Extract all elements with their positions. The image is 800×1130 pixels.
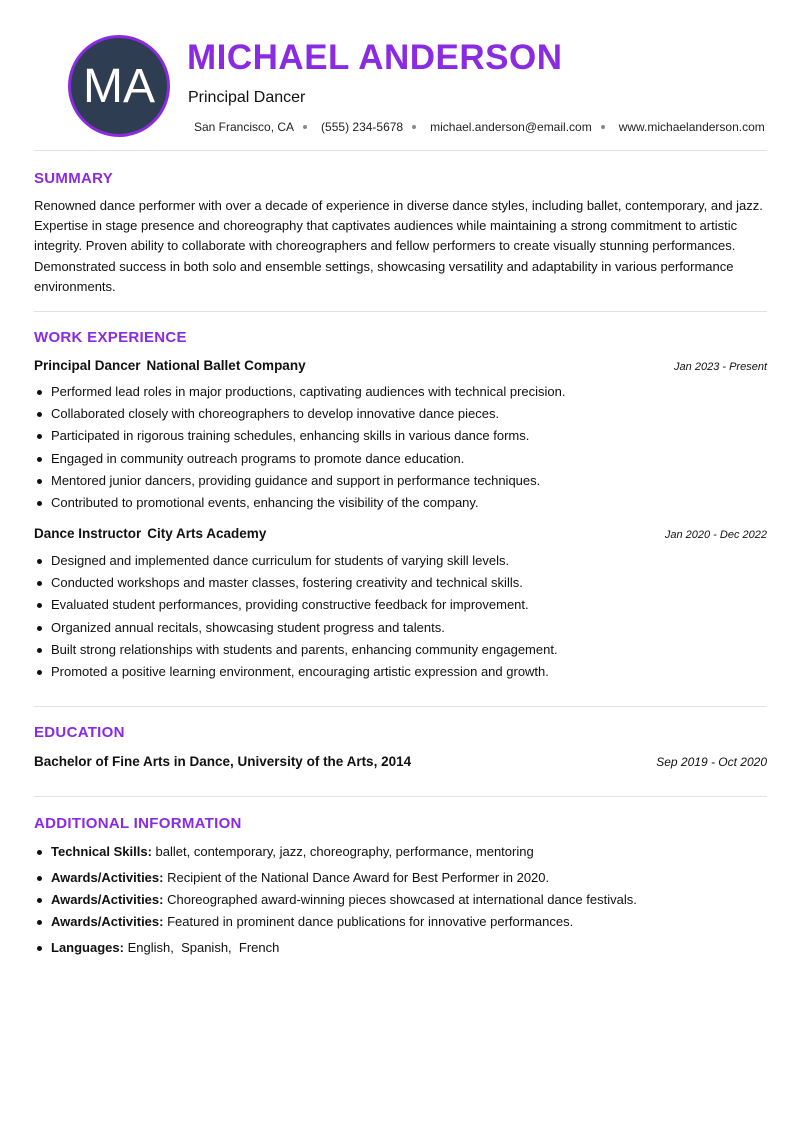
experience-heading: WORK EXPERIENCE bbox=[34, 329, 187, 346]
contact-phone: (555) 234-5678 bbox=[321, 120, 404, 134]
summary-text: Renowned dance performer with over a decade of experience in diverse dance styles, including ballet, contemporary, and jazz. Expertise in stage presence and choreography that captivates audiences while maintaining a strong commitment to artistic integrity. Proven ability to collaborate with choreographers and fellow performers to create visually stunning performances. Demonstrated success in both solo and ensemble settings, showcasing versatility and adaptability in various performance environments. bbox=[34, 198, 763, 294]
section-divider bbox=[34, 706, 767, 707]
list-item: Designed and implemented dance curriculum for students of varying skill levels. bbox=[34, 552, 767, 574]
list-item bbox=[34, 913, 767, 939]
item-value: Recipient of the National Dance Award for Best Performer in 2020. bbox=[167, 870, 550, 885]
item-key: Awards/Activities: bbox=[51, 892, 164, 907]
list-item: Participated in rigorous training schedules, enhancing skills in various dance forms. bbox=[34, 427, 767, 449]
item-value: Featured in prominent dance publications for innovative performances. bbox=[167, 914, 574, 929]
list-item bbox=[34, 843, 767, 869]
list-item bbox=[34, 891, 767, 913]
item-key: Languages: bbox=[51, 940, 124, 955]
job-header bbox=[34, 358, 767, 373]
job-company: National Ballet Company bbox=[146, 358, 306, 373]
avatar bbox=[68, 35, 170, 137]
candidate-role: Principal Dancer bbox=[188, 89, 306, 106]
item-key: Technical Skills: bbox=[51, 844, 152, 859]
job-date: Jan 2020 - Dec 2022 bbox=[664, 529, 767, 541]
list-item: Collaborated closely with choreographers to develop innovative dance pieces. bbox=[34, 405, 767, 427]
list-item: Performed lead roles in major productions, captivating audiences with technical precision. bbox=[34, 383, 767, 405]
separator-dot bbox=[303, 125, 307, 129]
summary-heading: SUMMARY bbox=[34, 170, 114, 187]
job-bullets bbox=[34, 383, 767, 516]
separator-dot bbox=[601, 125, 605, 129]
item-value: English, Spanish, French bbox=[127, 940, 280, 955]
additional-heading: ADDITIONAL INFORMATION bbox=[34, 815, 242, 832]
item-key: Awards/Activities: bbox=[51, 914, 164, 929]
list-item: Built strong relationships with students and parents, enhancing community engagement. bbox=[34, 641, 767, 663]
list-item: Contributed to promotional events, enhancing the visibility of the company. bbox=[34, 494, 767, 516]
job-company: City Arts Academy bbox=[147, 526, 267, 541]
contact-email[interactable]: michael.anderson@email.com bbox=[430, 120, 592, 134]
candidate-name: MICHAEL ANDERSON bbox=[187, 38, 563, 77]
education-heading: EDUCATION bbox=[34, 724, 125, 741]
section-divider bbox=[34, 796, 767, 797]
contact-line bbox=[194, 120, 765, 134]
item-key: Awards/Activities: bbox=[51, 870, 164, 885]
list-item: Evaluated student performances, providing constructive feedback for improvement. bbox=[34, 596, 767, 618]
contact-location: San Francisco, CA bbox=[194, 120, 295, 134]
additional-list bbox=[34, 843, 767, 961]
job-position: Principal Dancer bbox=[34, 358, 141, 373]
separator-dot bbox=[412, 125, 416, 129]
list-item: Promoted a positive learning environment, encouraging artistic expression and growth. bbox=[34, 663, 767, 685]
education-degree: Bachelor of Fine Arts in Dance, University of the Arts, 2014 bbox=[34, 754, 412, 769]
education-entry bbox=[34, 754, 767, 769]
list-item: Organized annual recitals, showcasing student progress and talents. bbox=[34, 619, 767, 641]
list-item bbox=[34, 869, 767, 891]
job-title bbox=[34, 358, 306, 373]
job-bullets bbox=[34, 552, 767, 685]
list-item: Mentored junior dancers, providing guidance and support in performance techniques. bbox=[34, 472, 767, 494]
resume-header bbox=[34, 0, 767, 150]
list-item bbox=[34, 939, 767, 961]
item-value: Choreographed award-winning pieces showcased at international dance festivals. bbox=[167, 892, 637, 907]
job-date: Jan 2023 - Present bbox=[674, 361, 767, 373]
section-divider bbox=[34, 311, 767, 312]
job-header bbox=[34, 526, 767, 541]
contact-website[interactable]: www.michaelanderson.com bbox=[618, 120, 765, 134]
section-divider bbox=[34, 150, 767, 151]
job-position: Dance Instructor bbox=[34, 526, 142, 541]
item-value: ballet, contemporary, jazz, choreography, performance, mentoring bbox=[155, 844, 534, 859]
avatar-initials: MA bbox=[83, 59, 155, 113]
list-item: Engaged in community outreach programs to promote dance education. bbox=[34, 450, 767, 472]
list-item: Conducted workshops and master classes, fostering creativity and technical skills. bbox=[34, 574, 767, 596]
job-title bbox=[34, 526, 266, 541]
education-date: Sep 2019 - Oct 2020 bbox=[656, 755, 767, 769]
